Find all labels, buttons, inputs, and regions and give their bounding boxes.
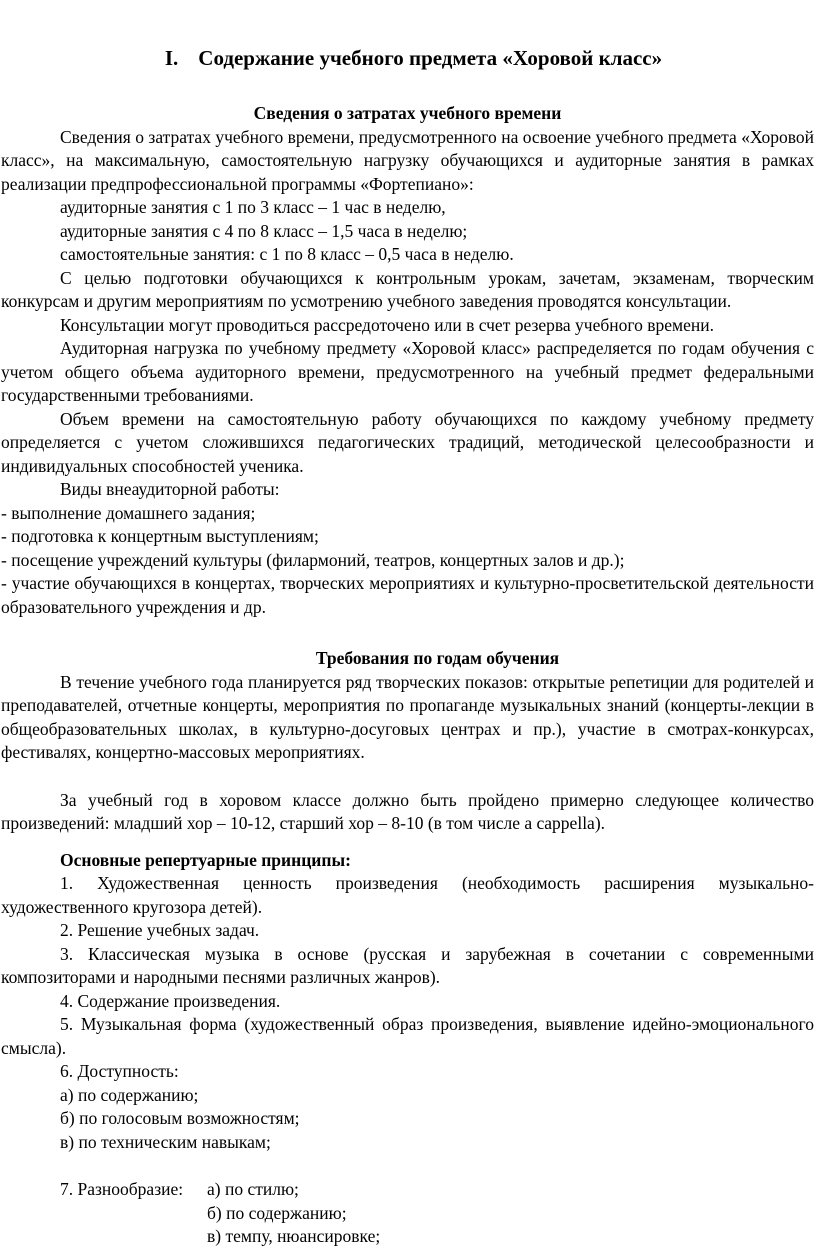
variety-item: а) по стилю; xyxy=(207,1179,299,1199)
work-type-item: - подготовка к концертным выступлениям; xyxy=(1,526,319,546)
work-types-title: Виды внеаудиторной работы: xyxy=(60,479,280,499)
work-type-item: - участие обучающихся в концертах, творческих мероприятиях и культурно-просветительской деятельности образовательного учреждения и др. xyxy=(1,573,814,617)
work-type-item: - выполнение домашнего задания; xyxy=(1,502,256,523)
consultations-paragraph: С целью подготовки обучающихся к контрольным урокам, зачетам, экзаменам, творческим конкурсам и другим мероприятиям по усмотрению учебного заведения проводятся консультации. xyxy=(1,267,814,311)
accessibility-item: б) по голосовым возможностям; xyxy=(60,1108,300,1128)
accessibility-item: в) по техническим навыкам; xyxy=(60,1131,271,1152)
title-number: I. xyxy=(164,46,179,70)
spacer xyxy=(1,1154,814,1178)
principles-title: Основные репертуарные принципы: xyxy=(60,849,351,870)
principle-item: 1. Художественная ценность произведения (необходимость расширения музыкально-художественного кругозора детей). xyxy=(1,873,814,917)
variety-label: 7. Разнообразие: xyxy=(60,1179,184,1199)
variety-item: б) по содержанию; xyxy=(207,1202,347,1223)
spacer xyxy=(1,765,814,789)
principle-item: 4. Содержание произведения. xyxy=(60,990,281,1011)
work-type-item: - посещение учреждений культуры (филармоний, театров, концертных залов и др.); xyxy=(1,549,625,570)
principle-item: 3. Классическая музыка в основе (русская и зарубежная в сочетании с современными композиторами и народными песнями различных жанров). xyxy=(1,943,814,987)
variety-item: в) темпу, нюансировке; xyxy=(207,1226,381,1246)
self-study-paragraph: Объем времени на самостоятельную работу обучающихся по каждому учебному предмету определяется с учетом сложившихся педагогических традиций, методической целесообразности и индивидуальных способностей ученика. xyxy=(1,408,814,476)
hours-item: самостоятельные занятия: с 1 по 8 класс – 0,5 часа в неделю. xyxy=(60,244,514,264)
page-title xyxy=(1,44,814,72)
hours-item: аудиторные занятия с 4 по 8 класс – 1,5 часа в неделю; xyxy=(60,220,468,241)
time-intro-paragraph: Сведения о затратах учебного времени, предусмотренного на освоение учебного предмета «Хоровой класс», на максимальную, самостоятельную нагрузку обучающихся и аудиторные занятия в рамках реализации предпрофессиональной программы «Фортепиано»: xyxy=(1,126,814,194)
requirements-paragraph: В течение учебного года планируется ряд творческих показов: открытые репетиции для родителей и преподавателей, отчетные концерты, мероприятия по пропаганде музыкальных знаний (концерты-лекции в общеобразовательных школах, в культурно-досуговых центрах и пр.), участие в смотрах-конкурсах, фестивалях, концертно-массовых мероприятиях. xyxy=(1,671,814,762)
principle-item: 5. Музыкальная форма (художественный образ произведения, выявление идейно-эмоционального смысла). xyxy=(1,1014,814,1058)
repertoire-count-paragraph: За учебный год в хоровом классе должно быть пройдено примерно следующее количество произведений: младший хор – 10-12, старший хор – 8-10 (в том числе а cappella). xyxy=(1,789,814,833)
section-heading-time: Сведения о затратах учебного времени xyxy=(253,103,562,123)
title-text: Содержание учебного предмета «Хоровой класс» xyxy=(198,46,663,70)
variety-row xyxy=(1,1178,814,1202)
section-heading-requirements: Требования по годам обучения xyxy=(315,648,560,668)
consultations-reserve-paragraph: Консультации могут проводиться рассредоточено или в счет резерва учебного времени. xyxy=(60,314,714,335)
classroom-load-paragraph: Аудиторная нагрузка по учебному предмету «Хоровой класс» распределяется по годам обучения с учетом общего объема аудиторного времени, предусмотренного на учебный предмет федеральными государственными требованиями. xyxy=(1,338,814,405)
spacer xyxy=(1,619,814,647)
spacer xyxy=(1,836,814,849)
principle-item: 6. Доступность: xyxy=(60,1061,179,1081)
hours-item: аудиторные занятия с 1 по 3 класс – 1 час в неделю, xyxy=(60,197,446,217)
accessibility-item: а) по содержанию; xyxy=(60,1084,199,1105)
principle-item: 2. Решение учебных задач. xyxy=(60,920,260,940)
